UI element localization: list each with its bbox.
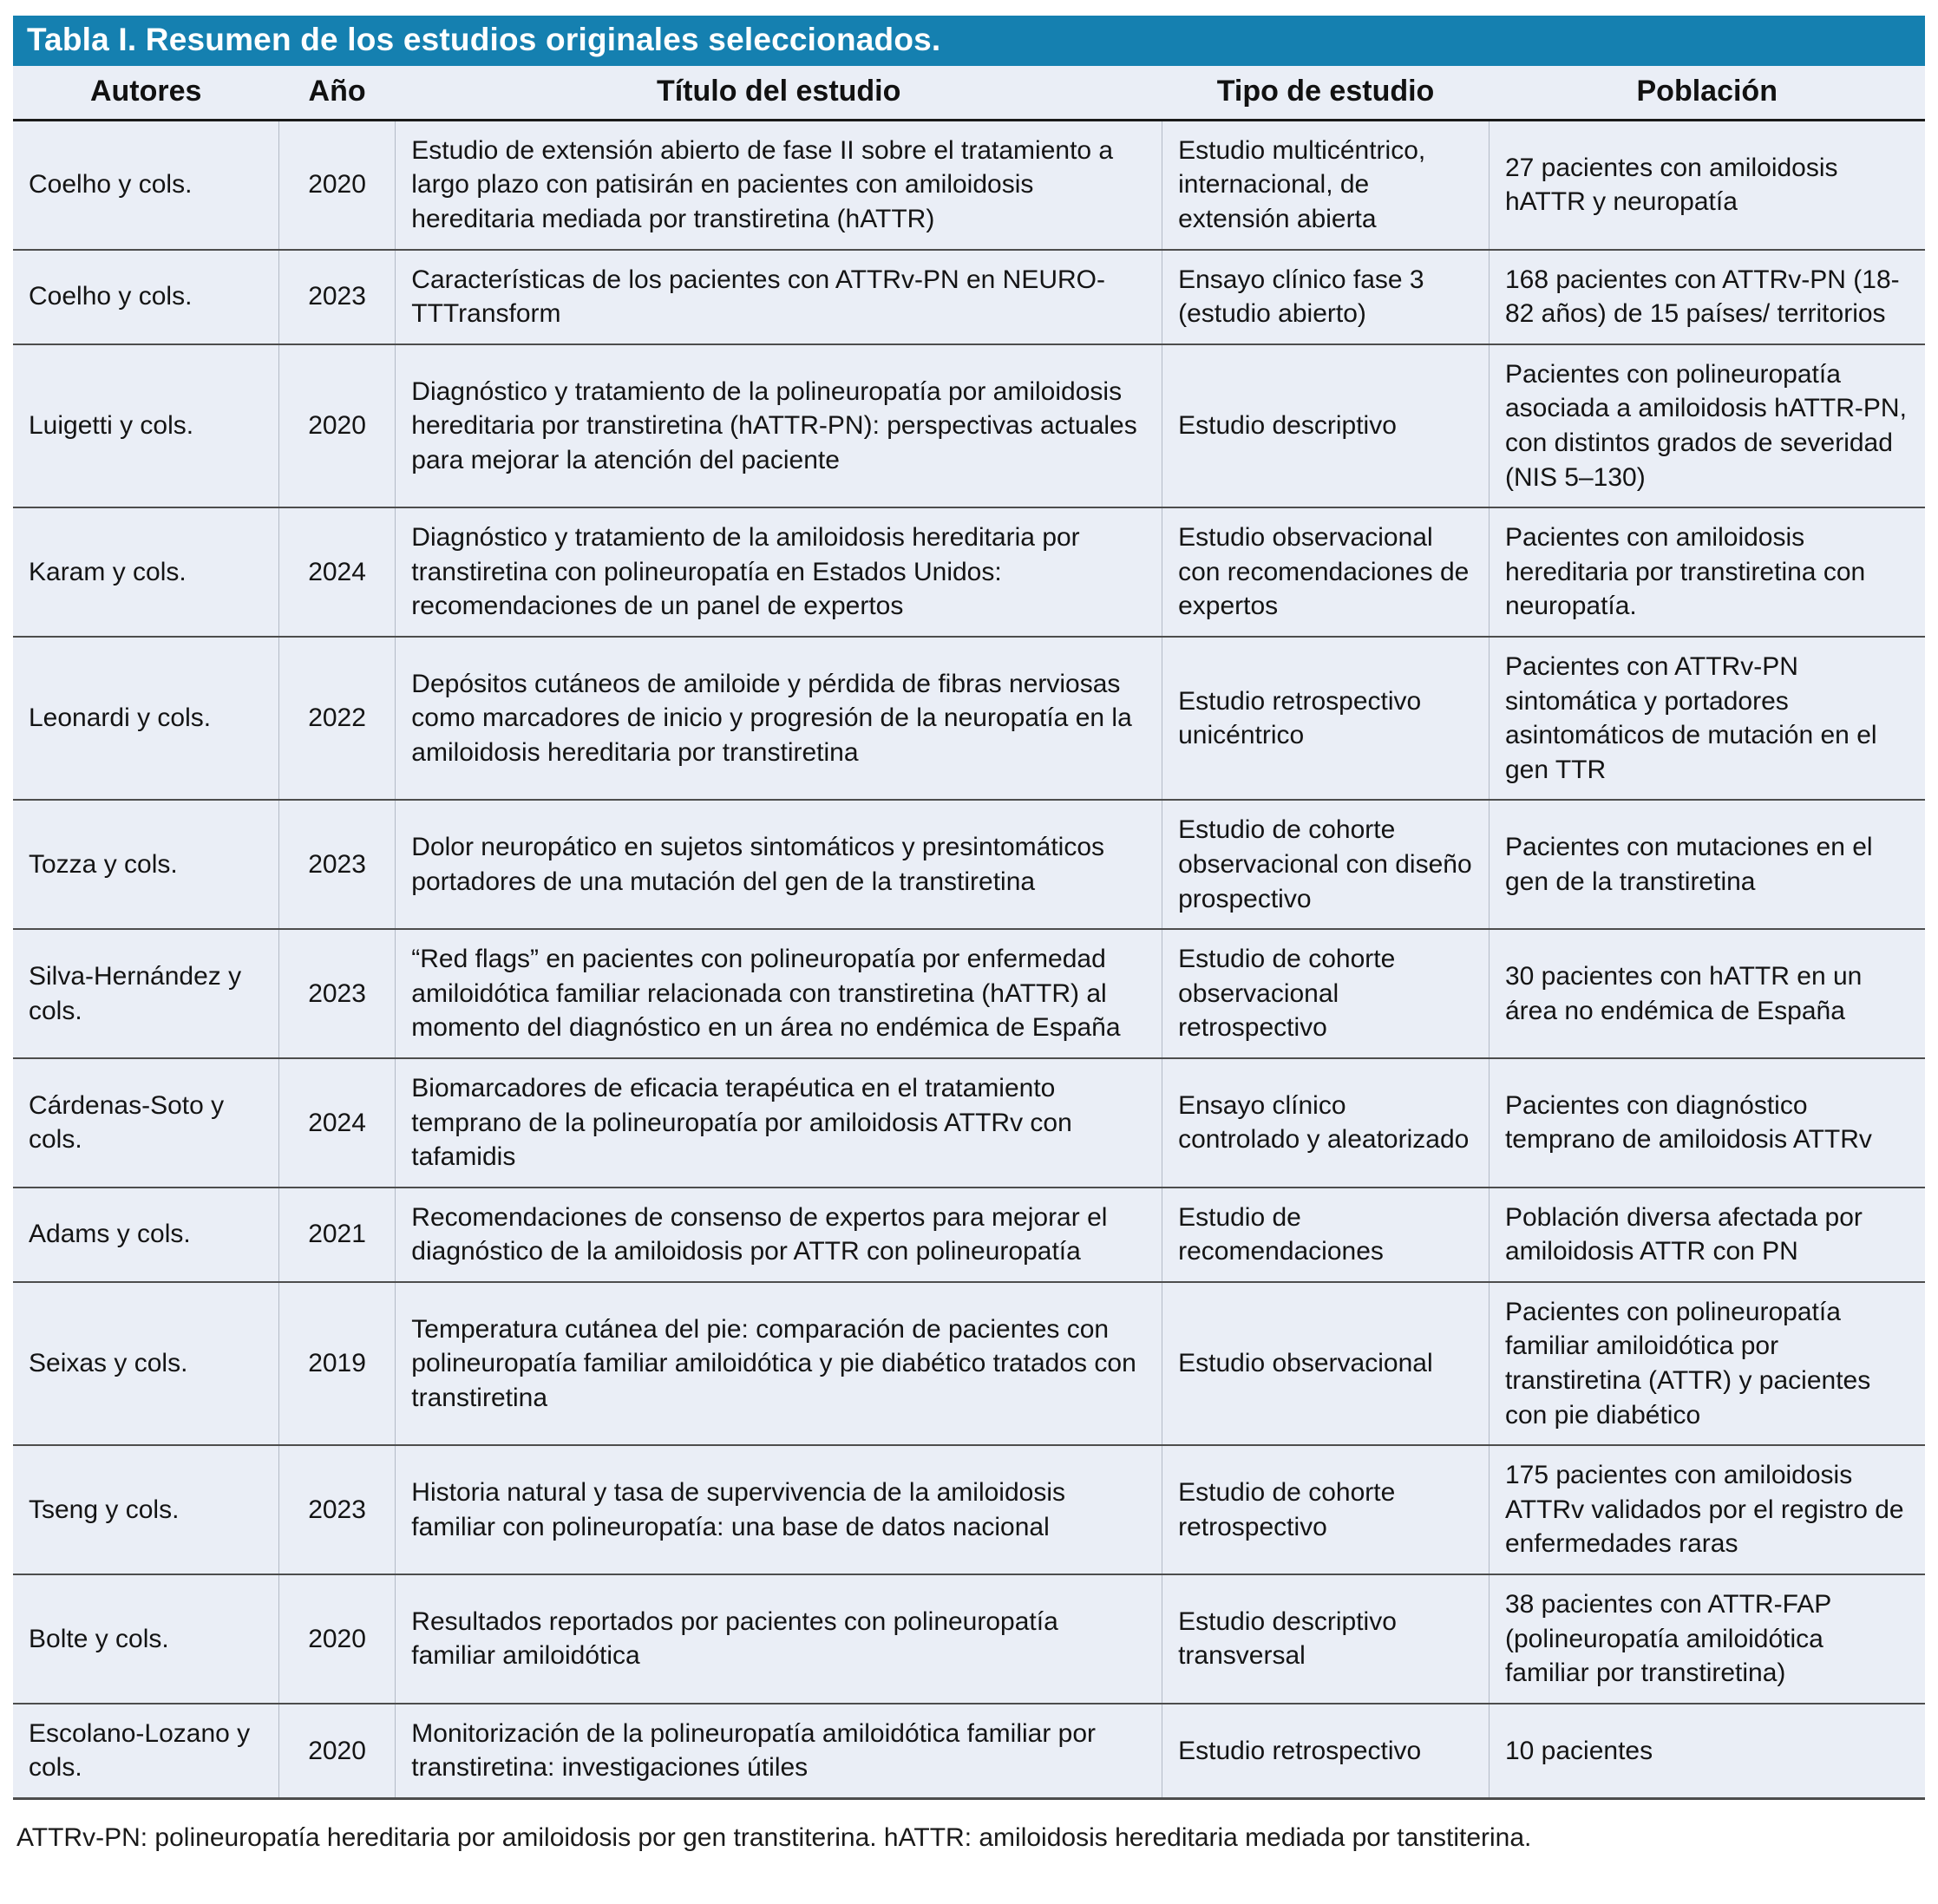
cell-year: 2023 bbox=[278, 800, 395, 929]
cell-year: 2020 bbox=[278, 344, 395, 507]
cell-authors: Leonardi y cols. bbox=[13, 637, 278, 800]
cell-study-type: Ensayo clínico fase 3 (estudio abierto) bbox=[1162, 250, 1490, 344]
cell-authors: Bolte y cols. bbox=[13, 1574, 278, 1704]
cell-year: 2019 bbox=[278, 1282, 395, 1445]
cell-title: Resultados reportados por pacientes con polineuropatía familiar amiloidótica bbox=[396, 1574, 1162, 1704]
column-header-authors: Autores bbox=[13, 66, 278, 121]
cell-title: Características de los pacientes con ATTRv-PN en NEURO-TTTransform bbox=[396, 250, 1162, 344]
cell-year: 2024 bbox=[278, 507, 395, 637]
cell-population: Pacientes con ATTRv-PN sintomática y portadores asintomáticos de mutación en el gen TTR bbox=[1489, 637, 1925, 800]
cell-authors: Tseng y cols. bbox=[13, 1445, 278, 1574]
table-row bbox=[13, 1445, 1925, 1574]
cell-year: 2020 bbox=[278, 120, 395, 249]
cell-authors: Silva-Hernández y cols. bbox=[13, 929, 278, 1058]
study-summary-table-container bbox=[13, 16, 1925, 1855]
table-row bbox=[13, 1282, 1925, 1445]
cell-population: 10 pacientes bbox=[1489, 1704, 1925, 1799]
table-row bbox=[13, 929, 1925, 1058]
cell-year: 2024 bbox=[278, 1058, 395, 1188]
cell-title: Biomarcadores de eficacia terapéutica en el tratamiento temprano de la polineuropatía por amiloidosis ATTRv con tafamidis bbox=[396, 1058, 1162, 1188]
cell-population: Pacientes con diagnóstico temprano de amiloidosis ATTRv bbox=[1489, 1058, 1925, 1188]
table-title: Tabla I. Resumen de los estudios originales seleccionados. bbox=[13, 16, 1925, 66]
cell-authors: Coelho y cols. bbox=[29, 170, 193, 200]
cell-population: Pacientes con amiloidosis hereditaria por transtiretina con neuropatía. bbox=[1489, 507, 1925, 637]
cell-year: 2022 bbox=[278, 637, 395, 800]
cell-authors: Seixas y cols. bbox=[13, 1282, 278, 1445]
cell-population: 168 pacientes con ATTRv-PN (18-82 años) de 15 países/ territorios bbox=[1489, 250, 1925, 344]
column-header-year: Año bbox=[278, 66, 395, 121]
cell-title: Dolor neuropático en sujetos sintomáticos y presintomáticos portadores de una mutación del gen de la transtiretina bbox=[396, 800, 1162, 929]
table-row bbox=[13, 507, 1925, 637]
cell-authors: Tozza y cols. bbox=[13, 800, 278, 929]
cell-title: Monitorización de la polineuropatía amiloidótica familiar por transtiretina: investigaciones útiles bbox=[396, 1704, 1162, 1799]
cell-year: 2023 bbox=[278, 1445, 395, 1574]
cell-title: Historia natural y tasa de supervivencia de la amiloidosis familiar con polineuropatía: una base de datos nacional bbox=[396, 1445, 1162, 1574]
table-row bbox=[13, 637, 1925, 800]
cell-title: Diagnóstico y tratamiento de la polineuropatía por amiloidosis hereditaria por transtiretina (hATTR-PN): perspectivas actuales para mejorar la atención del paciente bbox=[396, 344, 1162, 507]
header-row bbox=[13, 66, 1925, 121]
cell-study-type: Estudio multicéntrico, internacional, de extensión abierta bbox=[1162, 120, 1490, 249]
cell-authors: Luigetti y cols. bbox=[13, 344, 278, 507]
cell-population: Pacientes con polineuropatía familiar amiloidótica por transtiretina (ATTR) y pacientes con pie diabético bbox=[1489, 1282, 1925, 1445]
cell-population: 27 pacientes con amiloidosis hATTR y neuropatía bbox=[1489, 120, 1925, 249]
cell-study-type: Estudio retrospectivo bbox=[1162, 1704, 1490, 1799]
cell-title: Depósitos cutáneos de amiloide y pérdida de fibras nerviosas como marcadores de inicio y progresión de la neuropatía en la amiloidosis hereditaria por transtiretina bbox=[396, 637, 1162, 800]
table-row bbox=[13, 1574, 1925, 1704]
table-row bbox=[13, 800, 1925, 929]
cell-authors: Coelho y cols. bbox=[13, 250, 278, 344]
table-row bbox=[13, 250, 1925, 344]
column-header-population: Población bbox=[1489, 66, 1925, 121]
cell-year: 2020 bbox=[278, 1574, 395, 1704]
cell-population: Población diversa afectada por amiloidosis ATTR con PN bbox=[1489, 1188, 1925, 1282]
cell-title: “Red flags” en pacientes con polineuropatía por enfermedad amiloidótica familiar relacionada con transtiretina (hATTR) al momento del diagnóstico en un área no endémica de España bbox=[396, 929, 1162, 1058]
table-row bbox=[13, 344, 1925, 507]
cell-study-type: Estudio retrospectivo unicéntrico bbox=[1162, 637, 1490, 800]
cell-authors: Karam y cols. bbox=[13, 507, 278, 637]
cell-population: 175 pacientes con amiloidosis ATTRv validados por el registro de enfermedades raras bbox=[1489, 1445, 1925, 1574]
cell-study-type: Estudio de recomendaciones bbox=[1162, 1188, 1490, 1282]
cell-year: 2023 bbox=[278, 250, 395, 344]
cell-study-type: Estudio de cohorte retrospectivo bbox=[1162, 1445, 1490, 1574]
table-row bbox=[13, 1704, 1925, 1799]
cell-year: 2023 bbox=[278, 929, 395, 1058]
cell-year: 2020 bbox=[278, 1704, 395, 1799]
cell-year: 2021 bbox=[278, 1188, 395, 1282]
table-row bbox=[13, 1058, 1925, 1188]
cell-study-type: Ensayo clínico controlado y aleatorizado bbox=[1162, 1058, 1490, 1188]
cell-title: Recomendaciones de consenso de expertos para mejorar el diagnóstico de la amiloidosis por ATTR con polineuropatía bbox=[396, 1188, 1162, 1282]
studies-table bbox=[13, 66, 1925, 1800]
cell-study-type: Estudio de cohorte observacional retrospectivo bbox=[1162, 929, 1490, 1058]
cell-population: 38 pacientes con ATTR-FAP (polineuropatía amiloidótica familiar por transtiretina) bbox=[1489, 1574, 1925, 1704]
cell-authors: Escolano-Lozano y cols. bbox=[13, 1704, 278, 1799]
cell-title: Temperatura cutánea del pie: comparación de pacientes con polineuropatía familiar amiloidótica y pie diabético tratados con transtiretina bbox=[396, 1282, 1162, 1445]
table-row bbox=[13, 120, 1925, 249]
cell-study-type: Estudio descriptivo bbox=[1162, 344, 1490, 507]
cell-study-type: Estudio descriptivo transversal bbox=[1162, 1574, 1490, 1704]
column-header-study-title: Título del estudio bbox=[396, 66, 1162, 121]
table-row bbox=[13, 1188, 1925, 1282]
cell-title: Diagnóstico y tratamiento de la amiloidosis hereditaria por transtiretina con polineuropatía en Estados Unidos: recomendaciones de un panel de expertos bbox=[396, 507, 1162, 637]
cell-population: Pacientes con mutaciones en el gen de la transtiretina bbox=[1489, 800, 1925, 929]
table-body bbox=[13, 120, 1925, 1798]
cell-study-type: Estudio observacional con recomendaciones de expertos bbox=[1162, 507, 1490, 637]
cell-authors: Adams y cols. bbox=[13, 1188, 278, 1282]
cell-population: 30 pacientes con hATTR en un área no endémica de España bbox=[1489, 929, 1925, 1058]
cell-study-type: Estudio de cohorte observacional con diseño prospectivo bbox=[1162, 800, 1490, 929]
cell-authors: Cárdenas-Soto y cols. bbox=[13, 1058, 278, 1188]
table-header bbox=[13, 66, 1925, 121]
cell-study-type: Estudio observacional bbox=[1162, 1282, 1490, 1445]
cell-population: Pacientes con polineuropatía asociada a amiloidosis hATTR-PN, con distintos grados de severidad (NIS 5–130) bbox=[1489, 344, 1925, 507]
column-header-study-type: Tipo de estudio bbox=[1162, 66, 1490, 121]
cell-title: Estudio de extensión abierto de fase II sobre el tratamiento a largo plazo con patisirán en pacientes con amiloidosis hereditaria mediada por transtiretina (hATTR) bbox=[396, 120, 1162, 249]
table-footnote: ATTRv-PN: polineuropatía hereditaria por amiloidosis por gen transtiterina. hATTR: amiloidosis hereditaria mediada por tanstiterina. bbox=[16, 1823, 1532, 1852]
